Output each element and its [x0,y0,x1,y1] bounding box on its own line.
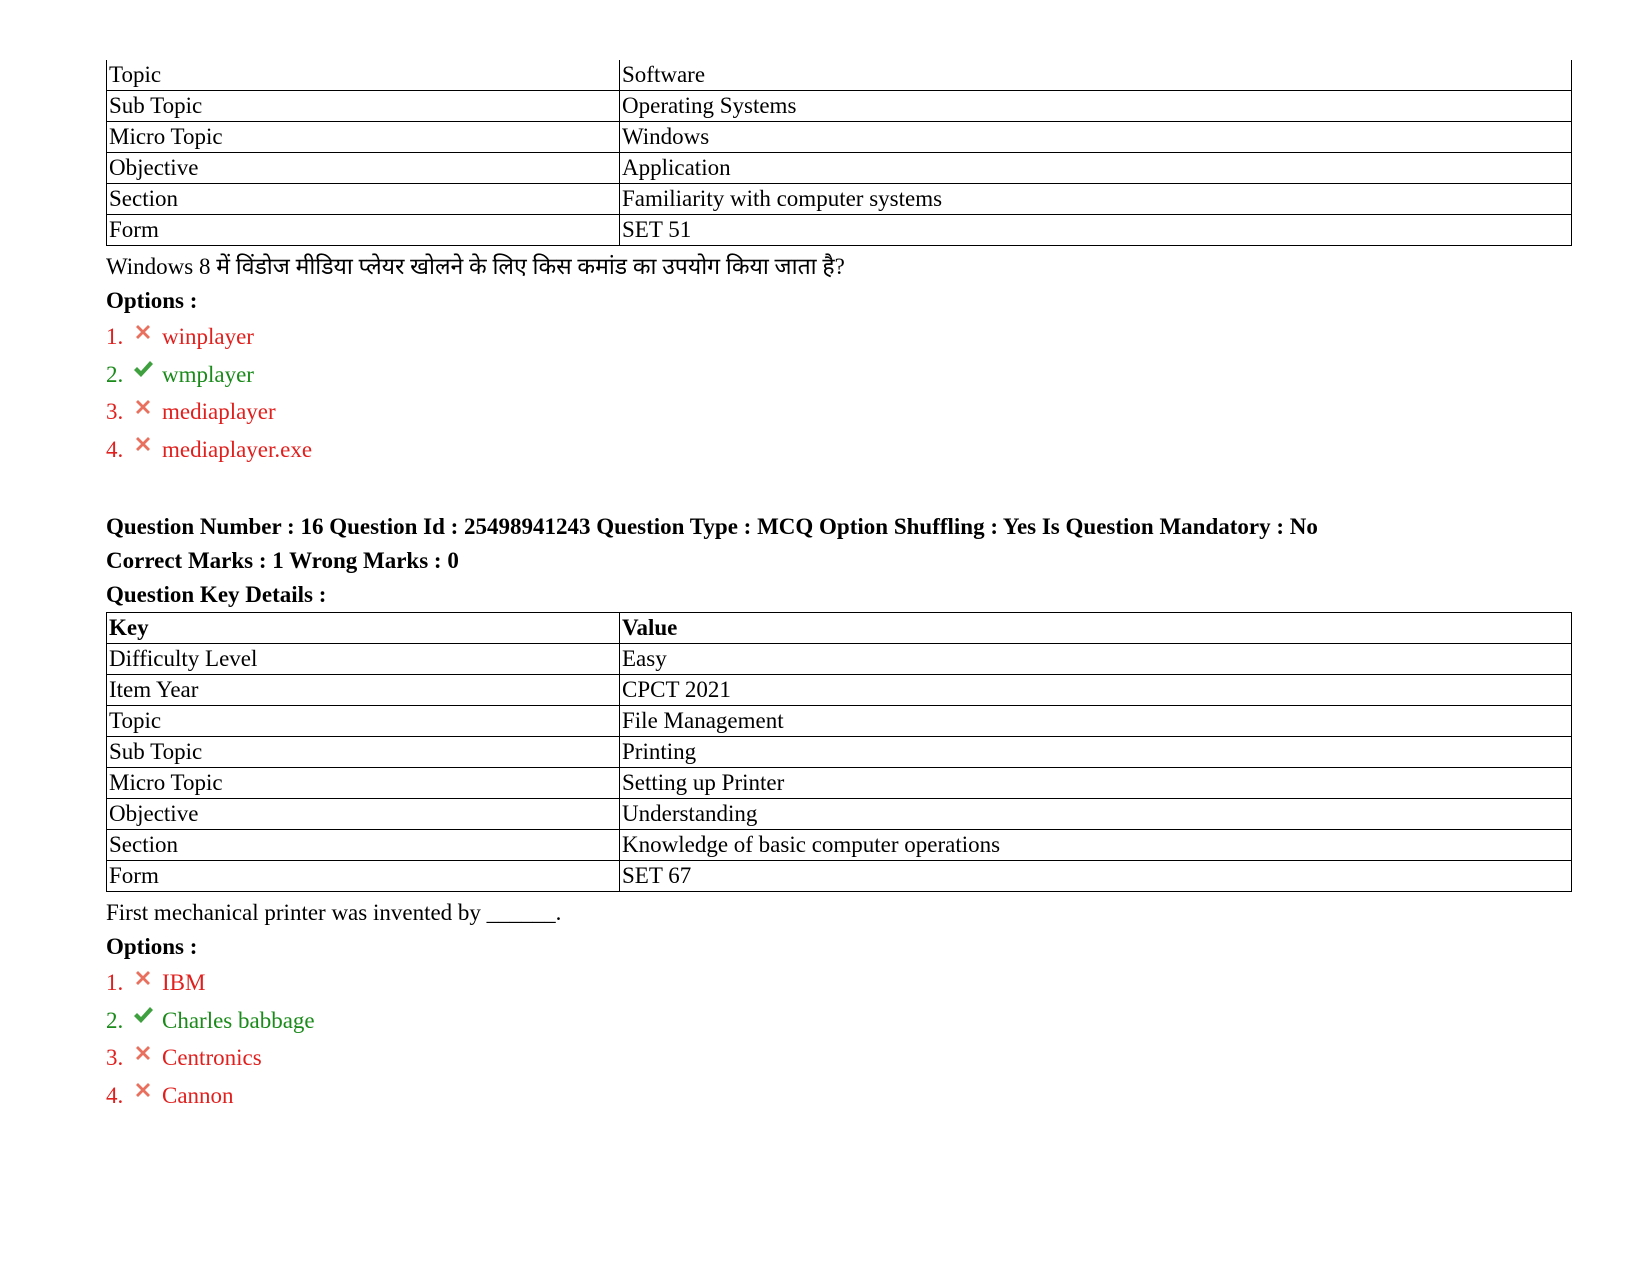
option-item [106,356,1572,394]
cross-icon [132,1038,160,1066]
table-row [107,91,1572,122]
option-text: mediaplayer [162,399,276,424]
checkmark-icon [132,1000,160,1028]
cross-icon [132,429,160,457]
option-number: 2. [106,361,124,387]
table-row [107,799,1572,830]
value-cell: CPCT 2021 [620,675,1572,706]
key-cell: Micro Topic [107,768,620,799]
key-cell: Topic [107,60,620,91]
key-cell: Micro Topic [107,122,620,153]
value-cell: Operating Systems [620,91,1572,122]
key-cell: Form [107,215,620,246]
q16-question-text: First mechanical printer was invented by ______. [106,900,562,925]
table-row [107,768,1572,799]
option-text: wmplayer [162,361,254,387]
question-paper-page [106,60,1572,1114]
q15-options-label: Options : [106,288,198,313]
value-cell: Easy [620,644,1572,675]
table-row [107,215,1572,246]
q16-options-list [106,964,1572,1114]
key-cell: Section [107,830,620,861]
value-cell: Windows [620,122,1572,153]
table-row [107,861,1572,892]
option-number: 1. [106,970,124,995]
q15-options-list [106,318,1572,468]
option-number: 2. [106,1007,124,1033]
option-text: IBM [162,970,206,995]
q16-marks-line: Correct Marks : 1 Wrong Marks : 0 [106,548,459,573]
option-number: 3. [106,1045,124,1070]
option-text: winplayer [162,324,254,349]
header-value-cell: Value [620,613,1572,644]
value-cell: Familiarity with computer systems [620,184,1572,215]
table-row [107,122,1572,153]
option-text: Charles babbage [162,1007,315,1033]
q15-question-text: Windows 8 में विंडोज मीडिया प्लेयर खोलने के लिए किस कमांड का उपयोग किया जाता है? [106,254,845,279]
checkmark-icon [132,354,160,382]
table-row [107,644,1572,675]
key-cell: Difficulty Level [107,644,620,675]
value-cell: Application [620,153,1572,184]
cross-icon [132,392,160,420]
key-cell: Objective [107,153,620,184]
option-item [106,964,1572,1002]
option-item [106,1002,1572,1040]
option-item [106,318,1572,356]
option-number: 3. [106,399,124,424]
option-item [106,393,1572,431]
cross-icon [132,317,160,345]
q16-key-details-label: Question Key Details : [106,582,327,607]
header-key-cell: Key [107,613,620,644]
value-cell: File Management [620,706,1572,737]
q16-meta-line: Question Number : 16 Question Id : 25498941243 Question Type : MCQ Option Shuffling : Yes Is Question Mandatory : No [106,514,1318,539]
key-cell: Section [107,184,620,215]
cross-icon [132,963,160,991]
value-cell: Printing [620,737,1572,768]
key-cell: Sub Topic [107,737,620,768]
key-cell: Sub Topic [107,91,620,122]
value-cell: Software [620,60,1572,91]
table-row [107,830,1572,861]
table-row [107,184,1572,215]
key-cell: Form [107,861,620,892]
option-text: Cannon [162,1082,234,1108]
option-item [106,431,1572,469]
table-row [107,675,1572,706]
q16-key-details-table [106,612,1572,892]
value-cell: Understanding [620,799,1572,830]
key-cell: Item Year [107,675,620,706]
table-row [107,737,1572,768]
value-cell: Knowledge of basic computer operations [620,830,1572,861]
option-item [106,1039,1572,1077]
value-cell: Setting up Printer [620,768,1572,799]
key-cell: Topic [107,706,620,737]
table-row [107,60,1572,91]
q16-options-label: Options : [106,934,198,959]
value-cell: SET 51 [620,215,1572,246]
table-row [107,706,1572,737]
option-number: 4. [106,1082,124,1108]
cross-icon [132,1075,160,1103]
table-row [107,153,1572,184]
option-text: mediaplayer.exe [162,436,313,462]
option-number: 1. [106,324,124,349]
option-item [106,1077,1572,1115]
q15-key-details-table [106,60,1572,246]
table-header-row [107,613,1572,644]
option-text: Centronics [162,1045,262,1070]
key-cell: Objective [107,799,620,830]
option-number: 4. [106,436,124,462]
value-cell: SET 67 [620,861,1572,892]
